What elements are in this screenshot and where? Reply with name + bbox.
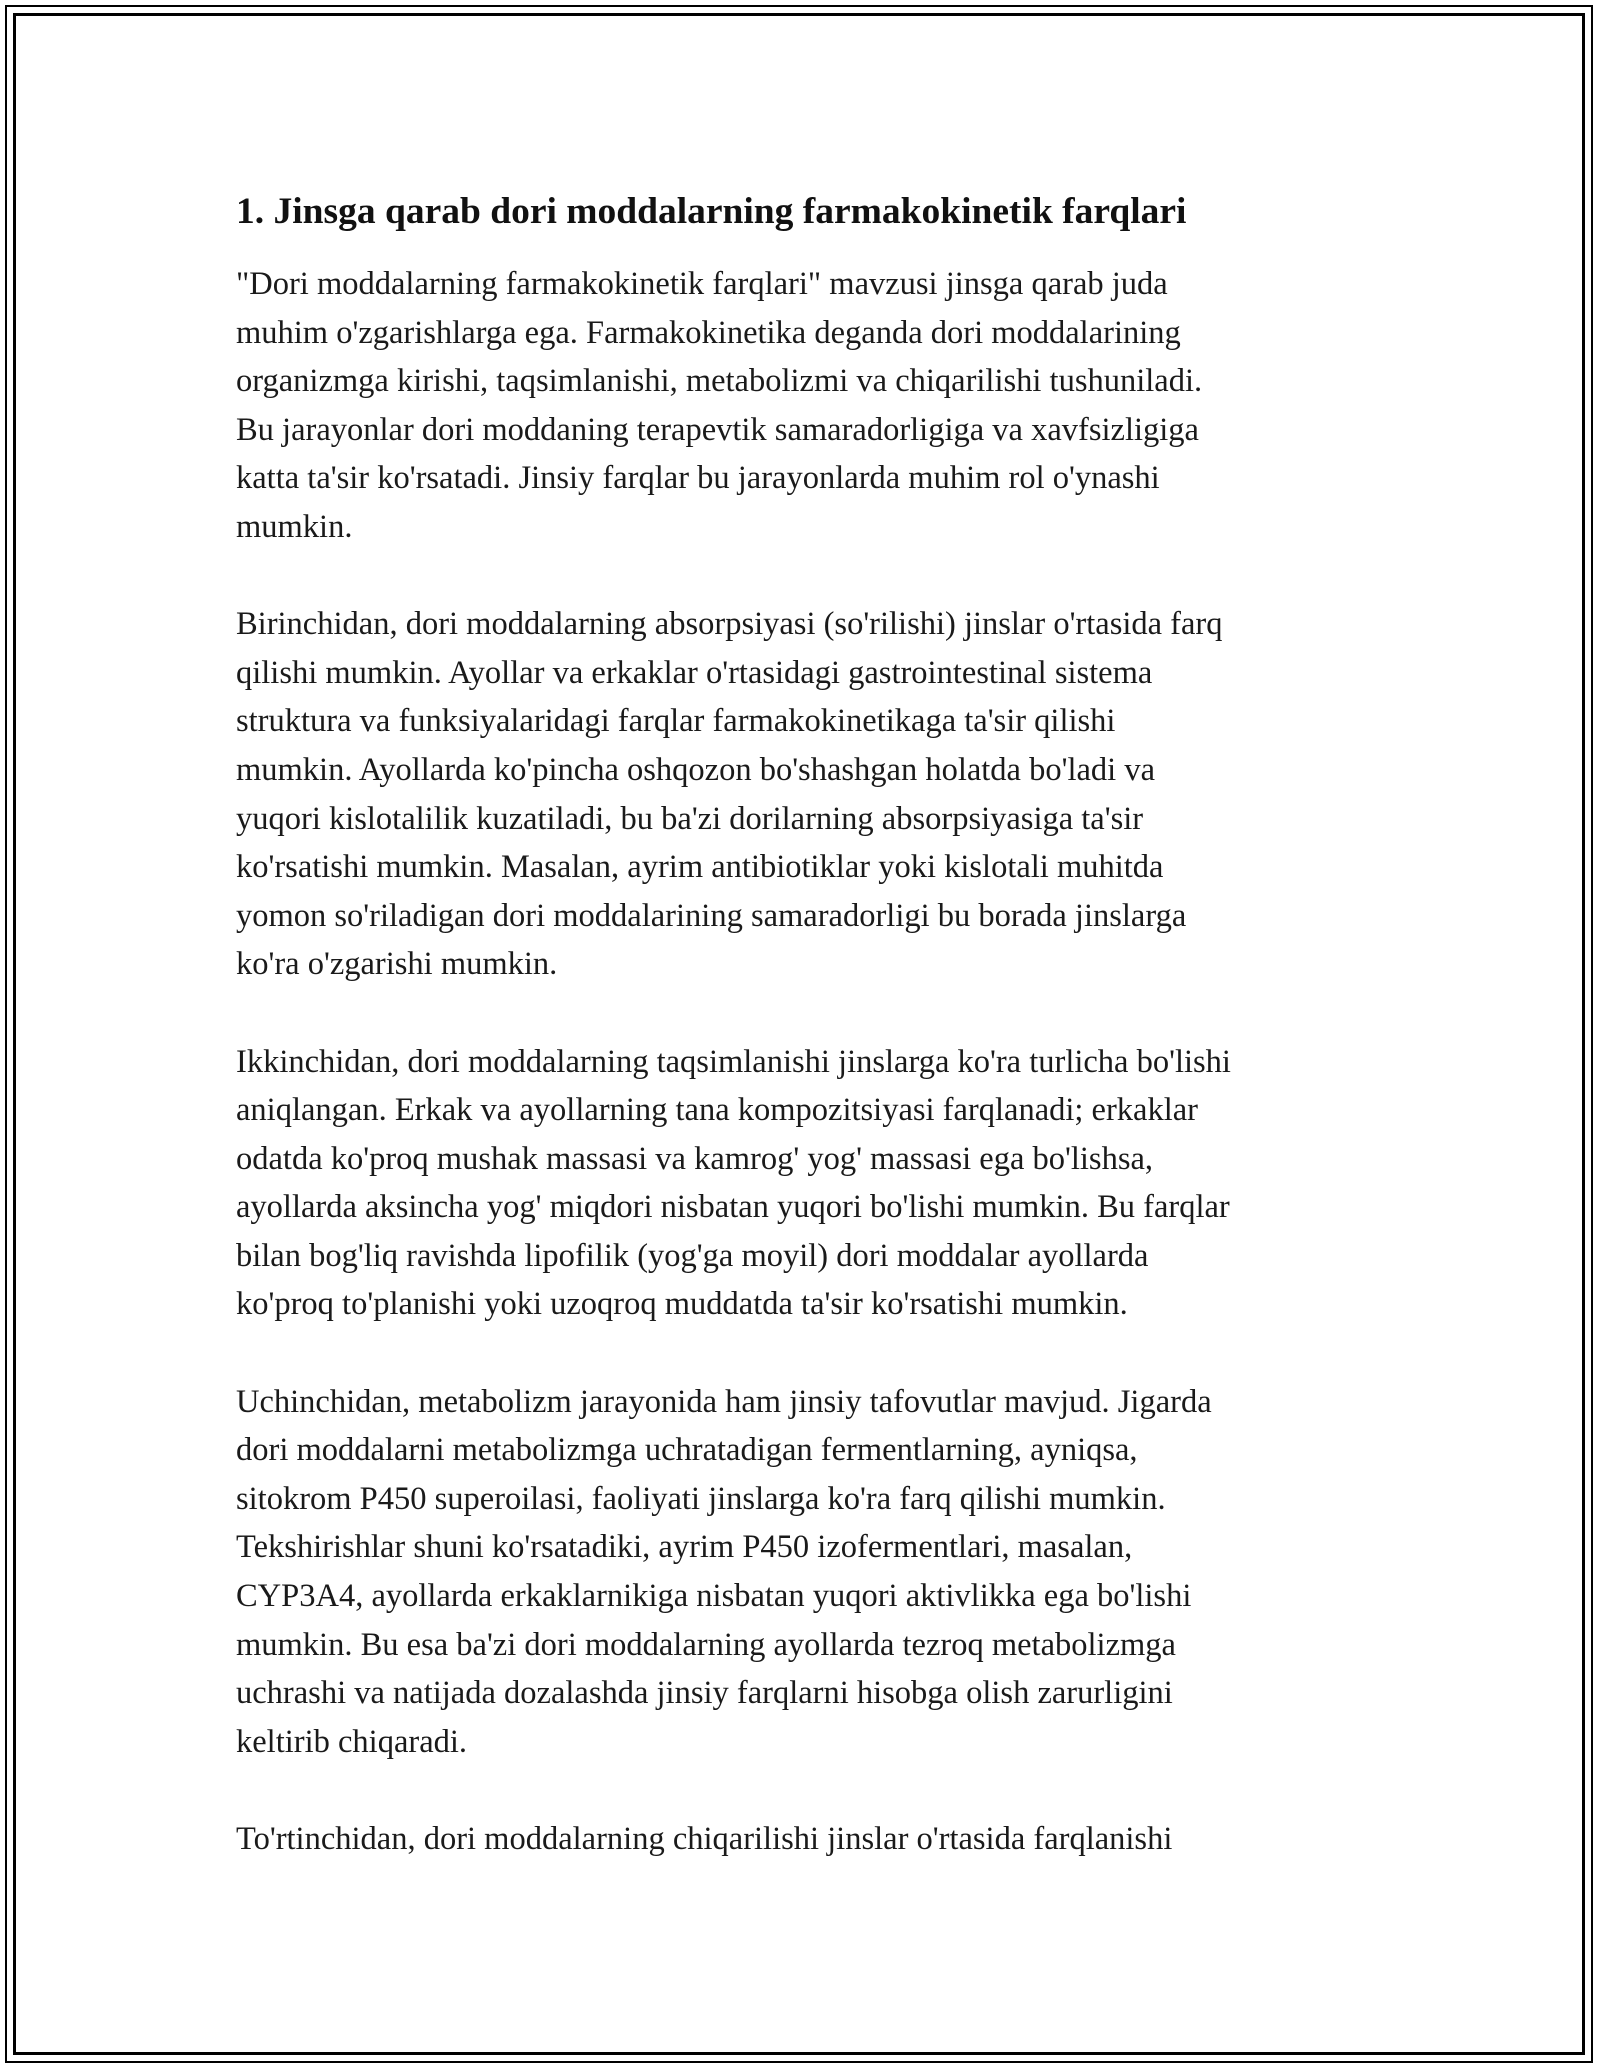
text-line: ko'proq to'planishi yoki uzoqroq muddatda ta'sir ko'rsatishi mumkin. xyxy=(236,1286,1128,1323)
text-line: ko'ra o'zgarishi mumkin. xyxy=(236,946,558,983)
text-line: keltirib chiqaradi. xyxy=(236,1723,468,1760)
text-line: uchrashi va natijada dozalashda jinsiy farqlarni hisobga olish zarurligini xyxy=(236,1675,1173,1712)
text-line: Tekshirishlar shuni ko'rsatadiki, ayrim P450 izofermentlari, masalan, xyxy=(236,1529,1133,1566)
paragraph-distribution xyxy=(236,1038,1366,1330)
text-line: Bu jarayonlar dori moddaning terapevtik samaradorligiga va xavfsizligiga xyxy=(236,411,1199,448)
text-line: ayollarda aksincha yog' miqdori nisbatan yuqori bo'lishi mumkin. Bu farqlar xyxy=(236,1189,1230,1226)
text-line: qilishi mumkin. Ayollar va erkaklar o'rtasidagi gastrointestinal sistema xyxy=(236,654,1153,691)
text-line: Uchinchidan, metabolizm jarayonida ham jinsiy tafovutlar mavjud. Jigarda xyxy=(236,1383,1212,1420)
text-line: mumkin. Bu esa ba'zi dori moddalarning ayollarda tezroq metabolizmga xyxy=(236,1626,1176,1663)
paragraph-absorption xyxy=(236,600,1366,989)
text-line: Birinchidan, dori moddalarning absorpsiyasi (so'rilishi) jinslar o'rtasida farq xyxy=(236,606,1223,643)
text-line: bilan bog'liq ravishda lipofilik (yog'ga moyil) dori moddalar ayollarda xyxy=(236,1237,1149,1274)
text-line: yomon so'riladigan dori moddalarining samaradorligi bu borada jinslarga xyxy=(236,897,1187,934)
text-line: dori moddalarni metabolizmga uchratadigan fermentlarning, ayniqsa, xyxy=(236,1432,1138,1469)
text-line: muhim o'zgarishlarga ega. Farmakokinetika deganda dori moddalarining xyxy=(236,314,1181,351)
section-title: 1. Jinsga qarab dori moddalarning farmakokinetik farqlari xyxy=(236,191,1187,232)
paragraph-excretion xyxy=(236,1815,1366,1864)
text-line: sitokrom P450 superoilasi, faoliyati jinslarga ko'ra farq qilishi mumkin. xyxy=(236,1480,1166,1517)
text-line: "Dori moddalarning farmakokinetik farqlari" mavzusi jinsga qarab juda xyxy=(236,266,1168,302)
text-line: odatda ko'proq mushak massasi va kamrog' yog' massasi ega bo'lishsa, xyxy=(236,1140,1154,1177)
text-line: mumkin. xyxy=(236,508,353,545)
document-body xyxy=(236,186,1366,1912)
paragraph-intro xyxy=(236,260,1366,552)
text-line: organizmga kirishi, taqsimlanishi, metabolizmi va chiqarilishi tushuniladi. xyxy=(236,363,1203,400)
text-line: To'rtinchidan, dori moddalarning chiqarilishi jinslar o'rtasida farqlanishi xyxy=(236,1821,1173,1857)
text-line: Ikkinchidan, dori moddalarning taqsimlanishi jinslarga ko'ra turlicha bo'lishi xyxy=(236,1043,1231,1080)
text-line: katta ta'sir ko'rsatadi. Jinsiy farqlar bu jarayonlarda muhim rol o'ynashi xyxy=(236,460,1160,497)
paragraph-metabolism xyxy=(236,1378,1366,1767)
text-line: struktura va funksiyalaridagi farqlar farmakokinetikaga ta'sir qilishi xyxy=(236,703,1116,740)
text-line: ko'rsatishi mumkin. Masalan, ayrim antibiotiklar yoki kislotali muhitda xyxy=(236,849,1164,886)
text-line: mumkin. Ayollarda ko'pincha oshqozon bo'shashgan holatda bo'ladi va xyxy=(236,751,1155,788)
text-line: CYP3A4, ayollarda erkaklarnikiga nisbatan yuqori aktivlikka ega bo'lishi xyxy=(236,1578,1192,1615)
text-line: aniqlangan. Erkak va ayollarning tana kompozitsiyasi farqlanadi; erkaklar xyxy=(236,1092,1199,1129)
text-line: yuqori kislotalilik kuzatiladi, bu ba'zi dorilarning absorpsiyasiga ta'sir xyxy=(236,800,1144,837)
